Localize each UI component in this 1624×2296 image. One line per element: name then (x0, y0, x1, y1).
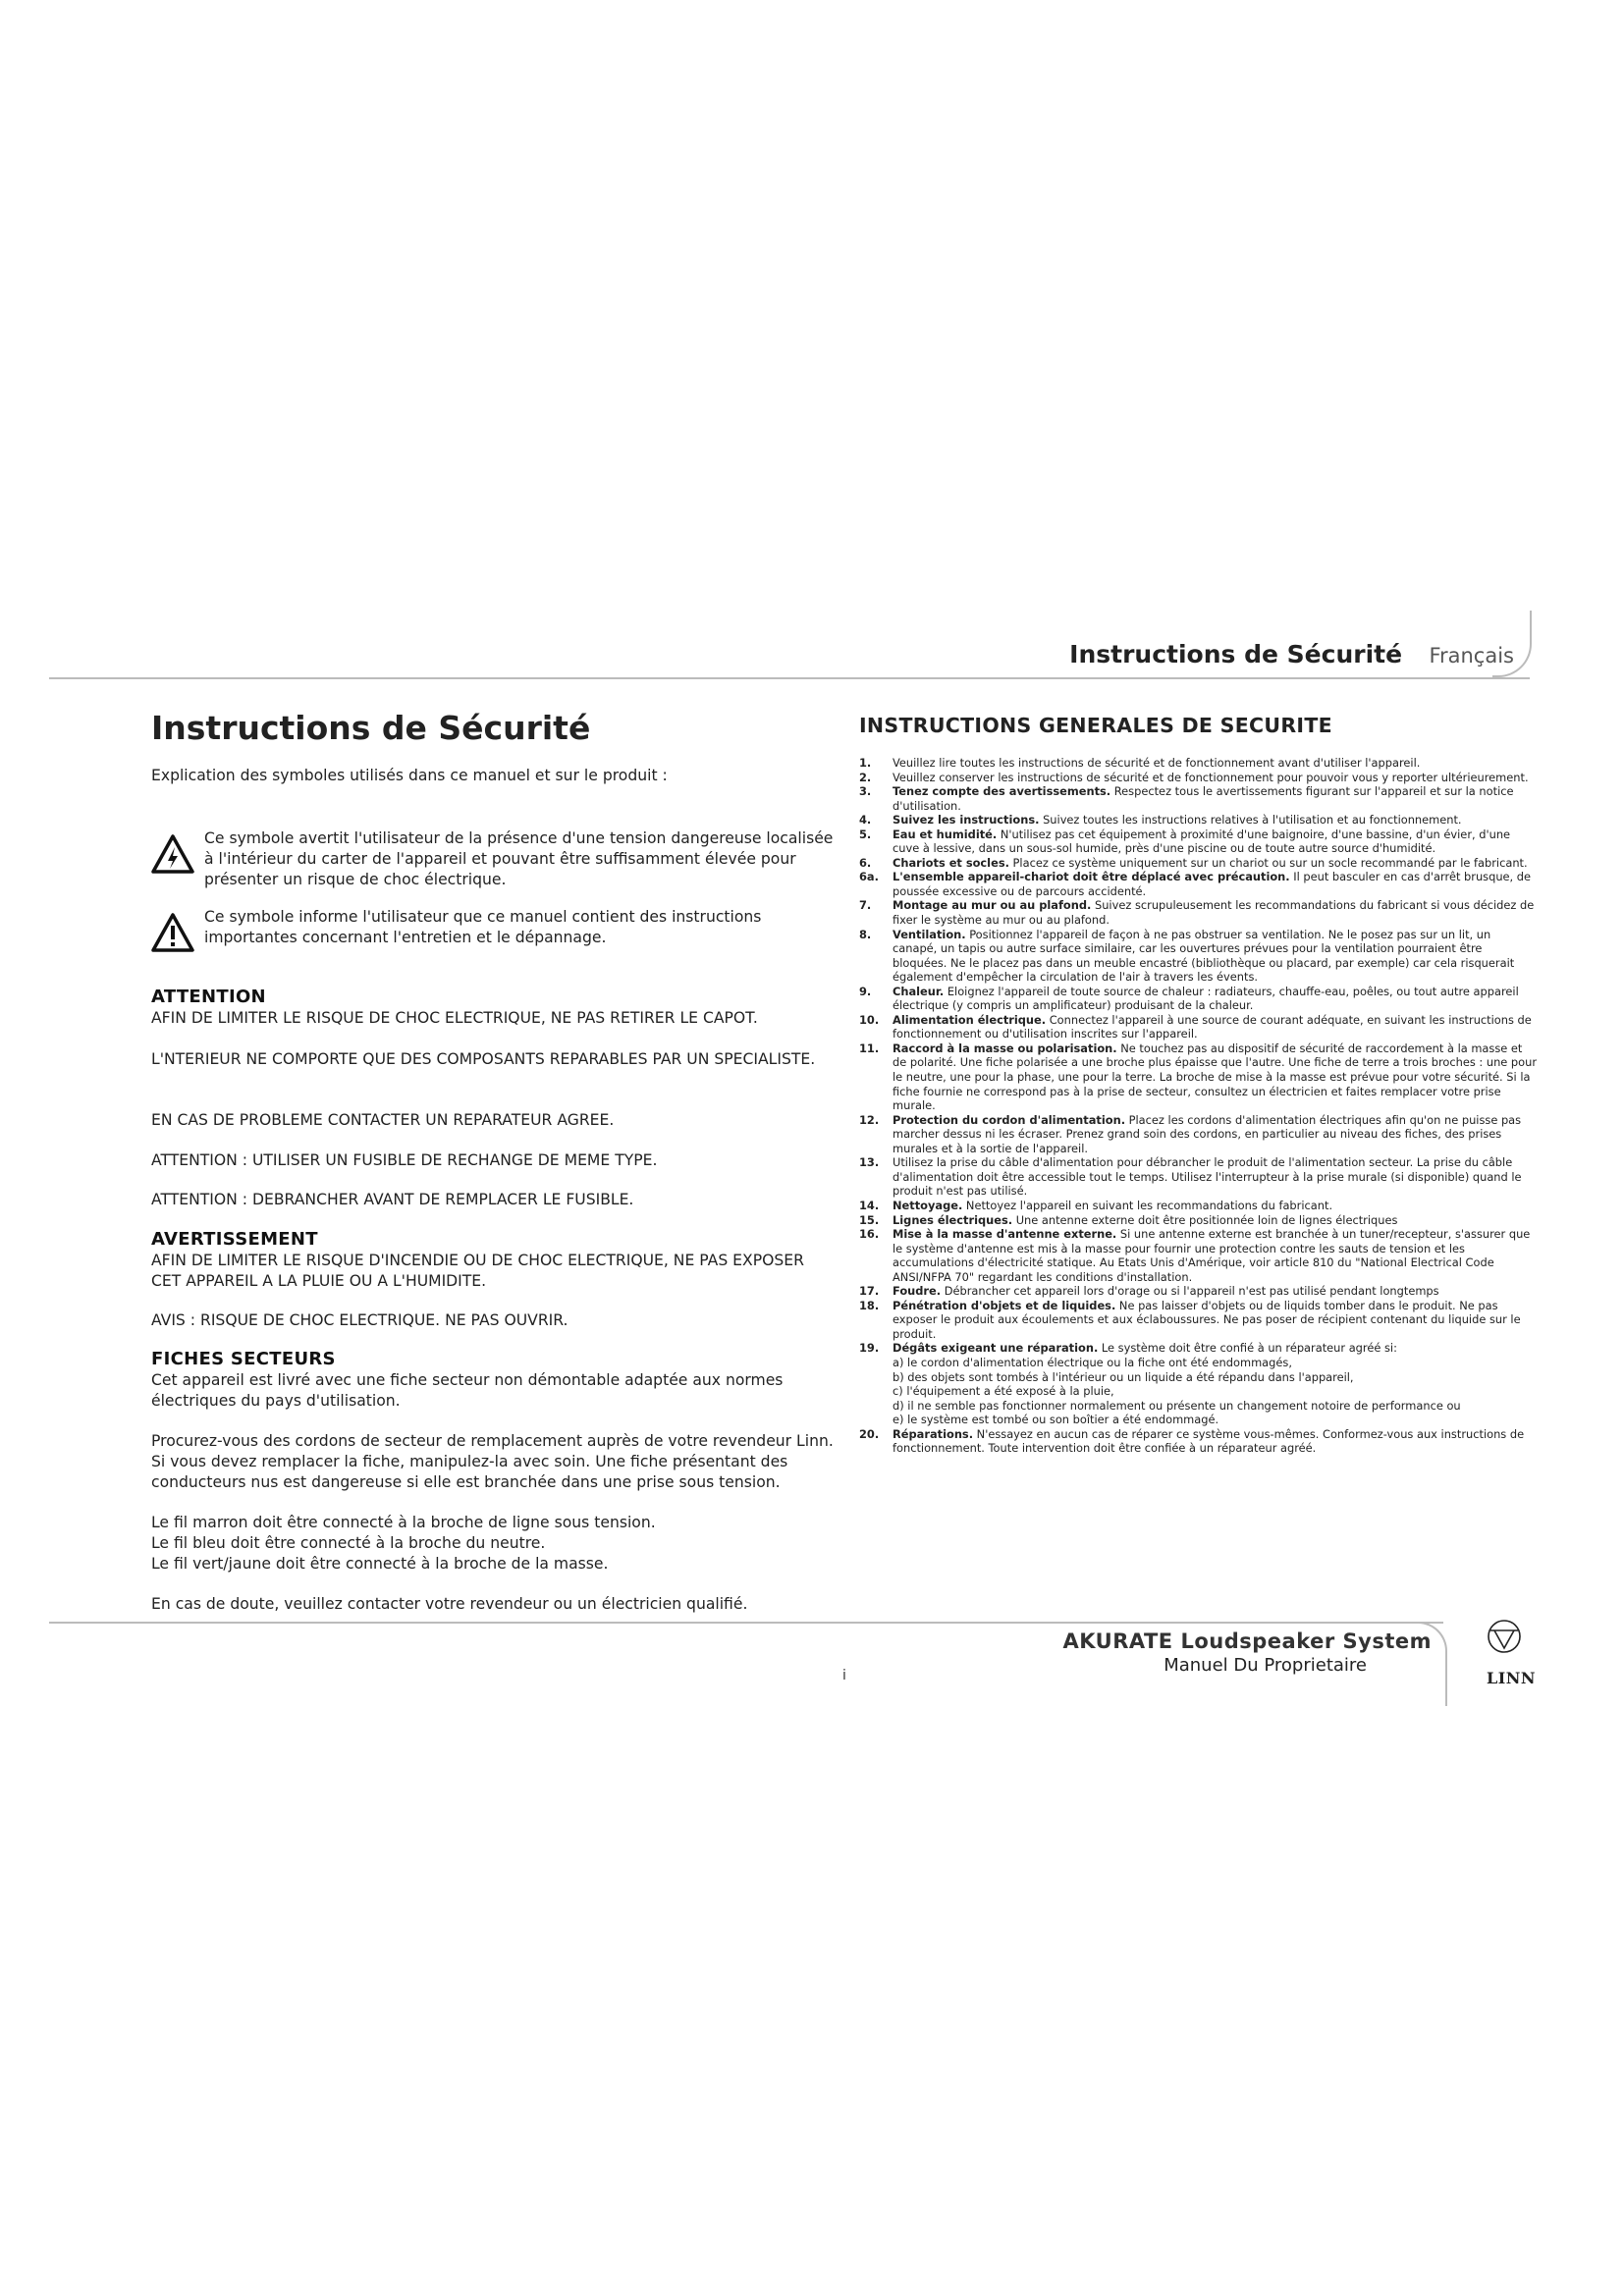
page-title: Instructions de Sécurité (151, 709, 591, 747)
plugs-heading: FICHES SECTEURS (151, 1349, 336, 1369)
rule-body: Respectez tous le avertissements figurant sur l'appareil et sur la notice d'utilisation. (893, 784, 1514, 813)
rule-text (893, 1155, 1539, 1199)
rule-heading: Suivez les instructions. (893, 813, 1040, 828)
rule-body: c) l'équipement a été exposé à la pluie, (893, 1384, 1114, 1399)
symbol-info-text: Ce symbole informe l'utilisateur que ce manuel contient des instructions importantes concernant l'entretien et le dépannage. (204, 908, 762, 946)
rule-number (859, 1413, 893, 1427)
safety-rule (859, 856, 1539, 871)
rule-heading: Réparations. (893, 1426, 974, 1441)
rule-text (893, 1399, 1539, 1414)
rule-heading: Montage au mur ou au plafond. (893, 898, 1092, 913)
rule-number (859, 1356, 893, 1370)
safety-rule (859, 1356, 1539, 1370)
rule-text (893, 1213, 1539, 1228)
safety-rule (859, 1427, 1539, 1456)
rule-body: Placez les cordons d'alimentation électriques afin qu'on ne puisse pas marcher dessus ni les écraser. Prenez grand soin des cordons, en particulier au niveau des fiches, des prises murales et à la sortie de l'appareil. (893, 1112, 1522, 1155)
safety-rule (859, 1213, 1539, 1228)
rule-body: Positionnez l'appareil de façon à ne pas obstruer sa ventilation. Ne le posez pas sur un lit, un canapé, un tapis ou autre surface similaire, car les ouvertures prévues pour la ventilation pourraient être bloquées. Ne le placez pas dans un meuble encastré (bibliothèque ou placard, par exemple) car cela risquerait également d'empêcher la circulation de l'air à travers les évents. (893, 927, 1515, 985)
rule-text (893, 898, 1539, 927)
linn-logo-icon (1487, 1619, 1522, 1654)
rule-number: 18. (859, 1298, 880, 1312)
rule-number: 8. (859, 927, 872, 941)
rule-body: N'utilisez pas cet équipement à proximité d'une baignoire, d'une bassine, d'un évier, d'une cuve à lessive, dans un sous-sol humide, près d'une piscine ou de toute autre source d'humidité. (893, 827, 1511, 856)
rule-text (893, 1199, 1539, 1213)
footer-manual-title: Manuel Du Proprietaire (1164, 1655, 1367, 1676)
rule-number: 7. (859, 898, 872, 913)
rule-body: Connectez l'appareil à une source de courant adéquate, en suivant les instructions de fonctionnement ou d'utilisation inscrites sur l'appareil. (893, 1012, 1532, 1041)
rule-heading: Chaleur. (893, 984, 945, 998)
attention-text-4: ATTENTION : UTILISER UN FUSIBLE DE RECHANGE DE MEME TYPE. (151, 1151, 658, 1169)
rule-number: 19. (859, 1341, 880, 1356)
rule-body: Eloignez l'appareil de toute source de chaleur : radiateurs, chauffe-eau, poêles, ou tout autre appareil électrique (y compris un amplificateur) produisant de la chaleur. (893, 984, 1519, 1013)
general-instructions-title: INSTRUCTIONS GENERALES DE SECURITE (859, 714, 1332, 737)
lightning-warning-icon (151, 834, 194, 874)
rule-heading: Chariots et socles. (893, 855, 1009, 870)
rule-body: e) le système est tombé ou son boîtier a été endommagé. (893, 1413, 1219, 1427)
safety-rule (859, 1299, 1539, 1342)
rule-text (893, 1427, 1539, 1456)
rule-text (893, 1299, 1539, 1342)
rule-number (859, 1399, 893, 1414)
rule-number: 6a. (859, 870, 879, 884)
rule-text (893, 985, 1539, 1013)
safety-rule (859, 813, 1539, 828)
plugs-text-1: Cet appareil est livré avec une fiche secteur non démontable adaptée aux normes électriques du pays d'utilisation. (151, 1371, 784, 1410)
rule-number (859, 1384, 893, 1399)
safety-rule (859, 1227, 1539, 1284)
rule-number: 12. (859, 1112, 880, 1127)
safety-rule (859, 1341, 1539, 1356)
rule-heading: Lignes électriques. (893, 1212, 1013, 1227)
exclamation-warning-icon (151, 913, 194, 952)
rule-body: Ne touchez pas au dispositif de sécurité de raccordement à la masse et de polarité. Une fiche polarisée a une broche plus épaisse que l'autre. Une fiche de terre a trois broches : une pour le neutre, une pour la phase, une pour la terre. La broche de mise à la masse est prévue pour votre sécurité. Si la fiche fournie ne correspond pas à la prise de secteur, consultez un électricien et faites remplacer votre prise murale. (893, 1041, 1538, 1113)
rule-heading: L'ensemble appareil-chariot doit être déplacé avec précaution. (893, 870, 1290, 884)
rule-text (893, 828, 1539, 856)
rule-number: 1. (859, 756, 872, 770)
rule-number: 15. (859, 1212, 880, 1227)
rule-number: 4. (859, 813, 872, 828)
rule-body: Nettoyez l'appareil en suivant les recommandations du fabricant. (962, 1198, 1333, 1212)
rule-text (893, 1413, 1539, 1427)
rule-heading: Pénétration d'objets et de liquides. (893, 1298, 1116, 1312)
safety-rule (859, 870, 1539, 898)
rule-heading: Raccord à la masse ou polarisation. (893, 1041, 1117, 1055)
safety-rule (859, 784, 1539, 813)
rule-body: Si une antenne externe est branchée à un tuner/recepteur, s'assurer que le système d'antenne est mis à la masse pour fournir une protection contre les sauts de tension et les accumulations d'électricité statique. Au Etats Unis d'Amérique, voir article 810 du "National Electrical Code ANSI/NFPA 70" regardant les conditions d'installation. (893, 1227, 1531, 1284)
rule-body: Suivez scrupuleusement les recommandations du fabricant si vous décidez de fixer le système au mur ou au plafond. (893, 898, 1535, 928)
rule-text (893, 1370, 1539, 1385)
rule-number: 3. (859, 784, 872, 799)
symbol-voltage-text: Ce symbole avertit l'utilisateur de la présence d'une tension dangereuse localisée à l'intérieur du carter de l'appareil et pouvant être suffisamment élevée pour présenter un risque de choc électrique. (204, 829, 834, 888)
rule-text (893, 856, 1539, 871)
rule-body: b) des objets sont tombés à l'intérieur ou un liquide a été répandu dans l'appareil, (893, 1369, 1354, 1384)
page-number: i (842, 1668, 846, 1683)
attention-text-2: L'NTERIEUR NE COMPORTE QUE DES COMPOSANTS REPARABLES PAR UN SPECIALISTE. (151, 1050, 816, 1068)
header-rule (49, 677, 1530, 679)
rule-number: 6. (859, 855, 872, 870)
rule-body: a) le cordon d'alimentation électrique ou la fiche ont été endommagés, (893, 1355, 1292, 1369)
wire-blue-text: Le fil bleu doit être connecté à la broche du neutre. (151, 1534, 546, 1552)
rule-body: Il peut basculer en cas d'arrêt brusque, de poussée excessive ou de parcours accidenté. (893, 870, 1532, 898)
wire-green-text: Le fil vert/jaune doit être connecté à la broche de la masse. (151, 1555, 609, 1573)
rule-heading: Mise à la masse d'antenne externe. (893, 1227, 1117, 1242)
rule-number: 11. (859, 1041, 880, 1055)
header-language: Français (1429, 644, 1514, 667)
attention-text-1: AFIN DE LIMITER LE RISQUE DE CHOC ELECTRIQUE, NE PAS RETIRER LE CAPOT. (151, 1009, 758, 1027)
attention-text-5: ATTENTION : DEBRANCHER AVANT DE REMPLACER LE FUSIBLE. (151, 1191, 634, 1208)
rule-text (893, 1356, 1539, 1370)
rule-heading: Ventilation. (893, 927, 966, 941)
rule-body: Veuillez conserver les instructions de sécurité et de fonctionnement pour pouvoir vous y reporter ultérieurement. (893, 770, 1529, 784)
rule-heading: Alimentation électrique. (893, 1012, 1047, 1027)
rule-number: 5. (859, 827, 872, 841)
safety-rule (859, 1013, 1539, 1041)
doubt-text: En cas de doute, veuillez contacter votre revendeur ou un électricien qualifié. (151, 1595, 748, 1613)
header-title-bar (1069, 640, 1514, 668)
rule-number: 9. (859, 984, 872, 998)
safety-rule (859, 1155, 1539, 1199)
rule-text (893, 756, 1539, 771)
rule-number: 13. (859, 1155, 880, 1170)
rule-text (893, 784, 1539, 813)
footer-rule (49, 1622, 1443, 1624)
warning-text-1: AFIN DE LIMITER LE RISQUE D'INCENDIE OU DE CHOC ELECTRIQUE, NE PAS EXPOSER CET APPAREIL A LA PLUIE OU A L'HUMIDITE. (151, 1252, 804, 1290)
rule-number: 20. (859, 1426, 880, 1441)
safety-rule (859, 1284, 1539, 1299)
linn-brand-text: LINN (1487, 1669, 1536, 1687)
rule-text (893, 1384, 1539, 1399)
rule-body: Le système doit être confié à un réparateur agréé si: (1098, 1341, 1397, 1356)
rule-body: d) il ne semble pas fonctionner normalement ou présente un changement notoire de performance ou (893, 1398, 1461, 1413)
rule-heading: Nettoyage. (893, 1198, 963, 1212)
safety-rule (859, 771, 1539, 785)
rule-heading: Eau et humidité. (893, 827, 998, 841)
rule-body: Une antenne externe doit être positionnée loin de lignes électriques (1012, 1212, 1398, 1227)
safety-rule (859, 1199, 1539, 1213)
attention-text-3: EN CAS DE PROBLEME CONTACTER UN REPARATEUR AGREE. (151, 1111, 615, 1129)
safety-rule (859, 828, 1539, 856)
attention-heading: ATTENTION (151, 987, 266, 1007)
rule-heading: Foudre. (893, 1284, 942, 1299)
rule-text (893, 1113, 1539, 1156)
safety-rule (859, 928, 1539, 985)
rule-body: Utilisez la prise du câble d'alimentation pour débrancher le produit de l'alimentation secteur. La prise du câble d'alimentation doit être accessible tout le temps. Utilisez l'interrupteur à la prise murale (si disponible) quand le produit n'est pas utilisé. (893, 1155, 1522, 1199)
rule-text (893, 1227, 1539, 1284)
rule-text (893, 1013, 1539, 1041)
rule-number (859, 1370, 893, 1385)
safety-rule (859, 756, 1539, 771)
symbols-intro: Explication des symboles utilisés dans ce manuel et sur le produit : (151, 767, 668, 784)
wire-brown-text: Le fil marron doit être connecté à la broche de ligne sous tension. (151, 1514, 656, 1531)
safety-rule (859, 1413, 1539, 1427)
plugs-text-2: Procurez-vous des cordons de secteur de remplacement auprès de votre revendeur Linn. Si vous devez remplacer la fiche, manipulez-la avec soin. Une fiche présentant des conducteurs nus est dangereuse si elle est branchée dans une prise sous tension. (151, 1432, 834, 1491)
rule-number: 10. (859, 1012, 880, 1027)
safety-rule (859, 1370, 1539, 1385)
rule-body: Débrancher cet appareil lors d'orage ou si l'appareil n'est pas utilisé pendant longtemps (941, 1284, 1439, 1299)
rule-body: Suivez toutes les instructions relatives à l'utilisation et au fonctionnement. (1039, 813, 1462, 828)
symbol-info-row (151, 907, 839, 952)
rule-heading: Dégâts exigeant une réparation. (893, 1341, 1099, 1356)
footer-product-name: AKURATE Loudspeaker System (1062, 1629, 1432, 1653)
rule-body: Ne pas laisser d'objets ou de liquids tomber dans le produit. Ne pas exposer le produit aux écoulements et aux éclaboussures. Ne pas poser de récipient contenant du liquide sur le produit. (893, 1298, 1521, 1341)
rule-text (893, 1041, 1539, 1113)
rule-text (893, 1341, 1539, 1356)
rule-number: 17. (859, 1284, 880, 1299)
rule-heading: Tenez compte des avertissements. (893, 784, 1111, 799)
rule-text (893, 813, 1539, 828)
warning-heading: AVERTISSEMENT (151, 1229, 318, 1250)
safety-rule (859, 1113, 1539, 1156)
safety-rule (859, 1041, 1539, 1113)
warning-text-2: AVIS : RISQUE DE CHOC ELECTRIQUE. NE PAS OUVRIR. (151, 1311, 568, 1329)
rule-number: 2. (859, 770, 872, 784)
symbol-voltage-row (151, 828, 839, 890)
rule-text (893, 771, 1539, 785)
rule-body: Veuillez lire toutes les instructions de sécurité et de fonctionnement avant d'utiliser l'appareil. (893, 756, 1421, 770)
header-title: Instructions de Sécurité (1069, 640, 1403, 668)
rule-heading: Protection du cordon d'alimentation. (893, 1112, 1126, 1127)
rule-number: 14. (859, 1198, 880, 1212)
rule-body: Placez ce système uniquement sur un chariot ou sur un socle recommandé par le fabricant. (1008, 855, 1528, 870)
rule-text (893, 870, 1539, 898)
rule-body: N'essayez en aucun cas de réparer ce système vous-mêmes. Conformez-vous aux instructions de fonctionnement. Toute intervention doit être confiée à un réparateur agréé. (893, 1426, 1525, 1456)
rule-text (893, 1284, 1539, 1299)
safety-rule (859, 1399, 1539, 1414)
safety-rule (859, 898, 1539, 927)
rule-number: 16. (859, 1227, 880, 1242)
rule-text (893, 928, 1539, 985)
safety-rule (859, 1384, 1539, 1399)
safety-rule (859, 985, 1539, 1013)
safety-rules-list (859, 756, 1539, 1456)
